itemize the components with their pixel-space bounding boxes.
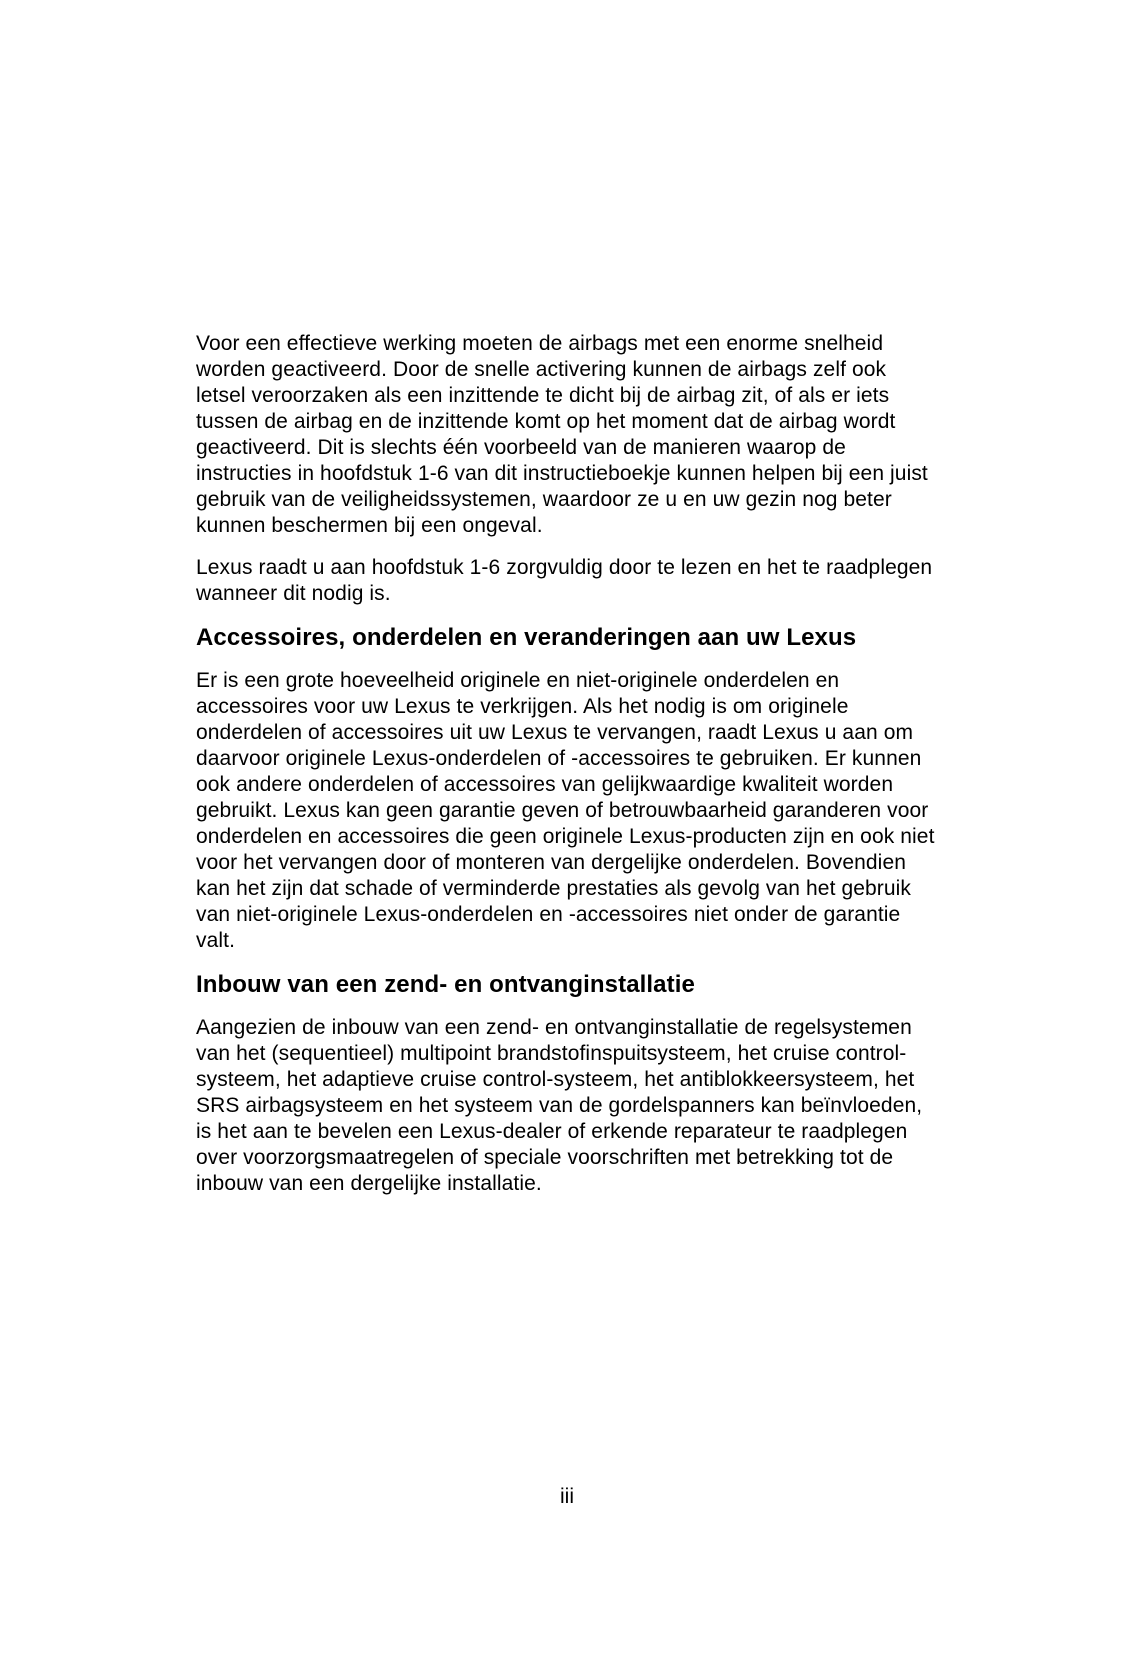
section-body-accessories: Er is een grote hoeveelheid originele en niet-originele onderdelen en accessoires voor uw Lexus te verkrijgen. Als het nodig is om originele onderdelen of accessoires uit uw Lexus te vervangen, raadt Lexus u aan om daarvoor originele Lexus-onderdelen of -accessoires te gebruiken. Er kunnen ook andere onderdelen of accessoires van gelijkwaardige kwaliteit worden gebruikt. Lexus kan geen garantie geven of betrouwbaarheid garanderen voor onderdelen en accessoires die geen originele Lexus-producten zijn en ook niet voor het vervangen door of monteren van dergelijke onderdelen. Bovendien kan het zijn dat schade of verminderde prestaties als gevolg van het gebruik van niet-originele Lexus-onderdelen en -accessoires niet onder de garantie valt. <box>196 669 935 952</box>
intro-paragraph-advice: Lexus raadt u aan hoofdstuk 1-6 zorgvuldig door te lezen en het te raadplegen wanneer dit nodig is. <box>196 556 933 605</box>
section-heading-transmitter-installation: Inbouw van een zend- en ontvanginstallatie <box>196 971 695 998</box>
intro-paragraph-airbags: Voor een effectieve werking moeten de airbags met een enorme snelheid worden geactiveerd. Door de snelle activering kunnen de airbags zelf ook letsel veroorzaken als een inzittende te dicht bij de airbag zit, of als er iets tussen de airbag en de inzittende komt op het moment dat de airbag wordt geactiveerd. Dit is slechts één voorbeeld van de manieren waarop de instructies in hoofdstuk 1-6 van dit instructieboekje kunnen helpen bij een juist gebruik van de veiligheidssystemen, waardoor ze u en uw gezin nog beter kunnen beschermen bij een ongeval. <box>196 332 928 537</box>
section-body-transmitter-installation: Aangezien de inbouw van een zend- en ontvanginstallatie de regelsystemen van het (sequentieel) multipoint brandstofinspuitsysteem, het cruise control-systeem, het adaptieve cruise control-systeem, het antiblokkeersysteem, het SRS airbagsysteem en het systeem van de gordelspanners kan beïnvloeden, is het aan te bevelen een Lexus-dealer of erkende reparateur te raadplegen over voorzorgsmaatregelen of speciale voorschriften met betrekking tot de inbouw van een dergelijke installatie. <box>196 1016 923 1195</box>
page-content <box>196 331 938 1213</box>
page-number: iii <box>560 1485 574 1508</box>
section-heading-accessories: Accessoires, onderdelen en veranderingen aan uw Lexus <box>196 624 857 651</box>
